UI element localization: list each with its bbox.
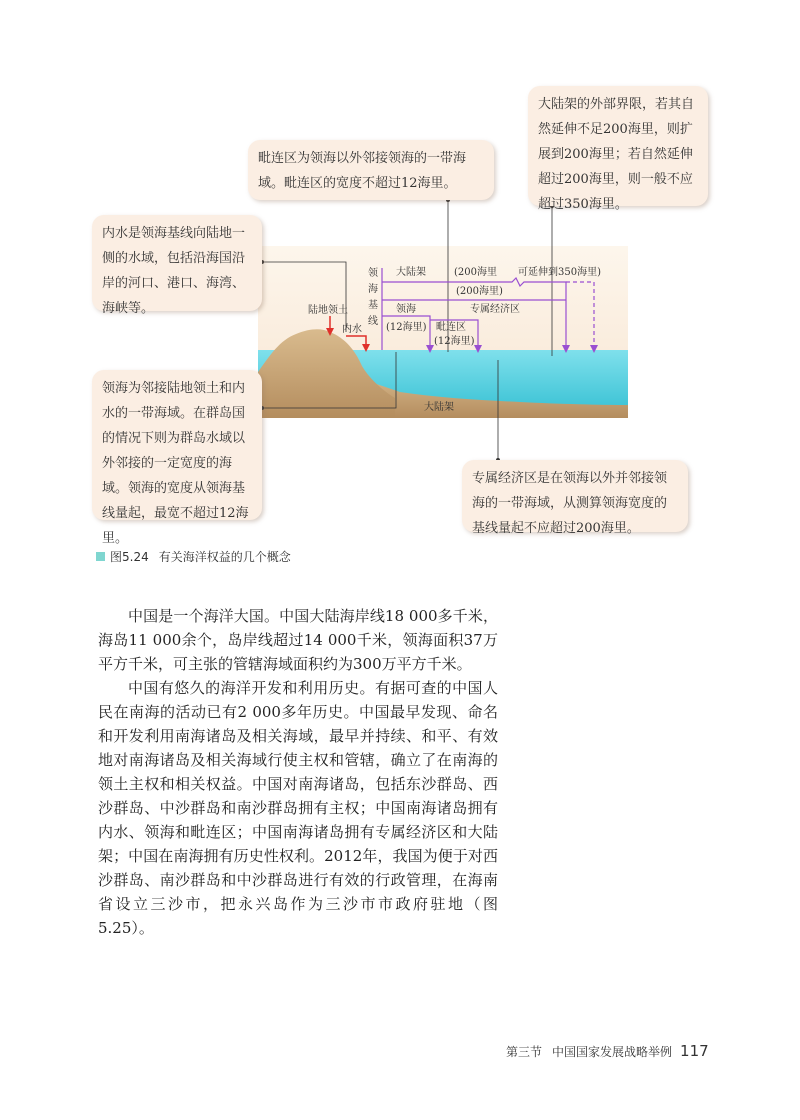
label-continental-shelf: 大陆架 <box>396 267 426 278</box>
label-contiguous-12: (12海里) <box>434 336 475 347</box>
body-text <box>98 604 498 940</box>
paragraph-1: 中国是一个海洋大国。中国大陆海岸线18 000多千米，海岛11 000余个，岛岸线超过14 000千米，领海面积37万平方千米，可主张的管辖海域面积约为300万平方千米。 <box>98 607 498 673</box>
callout-territorial-sea: 领海为邻接陆地领土和内水的一带海域。在群岛国的情况下则为群岛水域以外邻接的一定宽度的海域。领海的宽度从领海基线量起，最宽不超过12海里。 <box>92 370 262 520</box>
footer-title: 中国国家发展战略举例 <box>552 1045 673 1059</box>
label-shelf-200: (200海里 <box>454 267 497 278</box>
figure-caption <box>96 548 291 565</box>
label-eez-200: (200海里) <box>456 286 503 297</box>
caption-number: 图5.24 <box>110 550 149 564</box>
label-internal-waters: 内水 <box>342 324 362 335</box>
label-baseline-1: 领 <box>368 268 378 279</box>
callout-contiguous-zone: 毗连区为领海以外邻接领海的一带海域。毗连区的宽度不超过12海里。 <box>248 140 494 200</box>
page-footer <box>506 1042 709 1060</box>
label-baseline-4: 线 <box>368 316 378 327</box>
label-eez: 专属经济区 <box>470 304 520 315</box>
callout-eez: 专属经济区是在领海以外并邻接领海的一带海域，从测算领海宽度的基线量起不应超过200海里。 <box>462 460 688 532</box>
caption-title: 有关海洋权益的几个概念 <box>158 550 291 564</box>
paragraph-2: 中国有悠久的海洋开发和利用历史。有据可查的中国人民在南海的活动已有2 000多年历史。中国最早发现、命名和开发利用南海诸岛及相关海域，最早并持续、和平、有效地对南海诸岛及相关海域行使主权和管辖，确立了在南海的领土主权和相关权益。中国对南海诸岛，包括东沙群岛、西沙群岛、中沙群岛和南沙群岛拥有主权；中国南海诸岛拥有内水、领海和毗连区；中国南海诸岛拥有专属经济区和大陆架；中国在南海拥有历史性权利。2012年，我国为便于对西沙群岛、南沙群岛和中沙群岛进行有效的行政管理，在海南省设立三沙市，把永兴岛作为三沙市市政府驻地（图5.25）。 <box>98 679 498 937</box>
label-shelf-350: 可延伸到350海里) <box>518 267 601 278</box>
label-territorial-12: (12海里) <box>386 322 427 333</box>
page-number: 117 <box>680 1042 709 1060</box>
label-land-territory: 陆地领土 <box>308 305 348 316</box>
callout-internal-waters: 内水是领海基线向陆地一侧的水域，包括沿海国沿岸的河口、港口、海湾、海峡等。 <box>92 215 262 311</box>
label-contiguous-zone: 毗连区 <box>436 322 466 333</box>
label-baseline-2: 海 <box>368 284 378 295</box>
label-seabed: 大陆架 <box>424 402 454 413</box>
footer-section: 第三节 <box>506 1045 543 1059</box>
callout-continental-shelf: 大陆架的外部界限，若其自然延伸不足200海里，则扩展到200海里；若自然延伸超过200海里，则一般不应超过350海里。 <box>528 86 708 206</box>
label-baseline-3: 基 <box>368 300 378 311</box>
caption-marker <box>96 552 105 561</box>
label-territorial-sea: 领海 <box>396 304 416 315</box>
